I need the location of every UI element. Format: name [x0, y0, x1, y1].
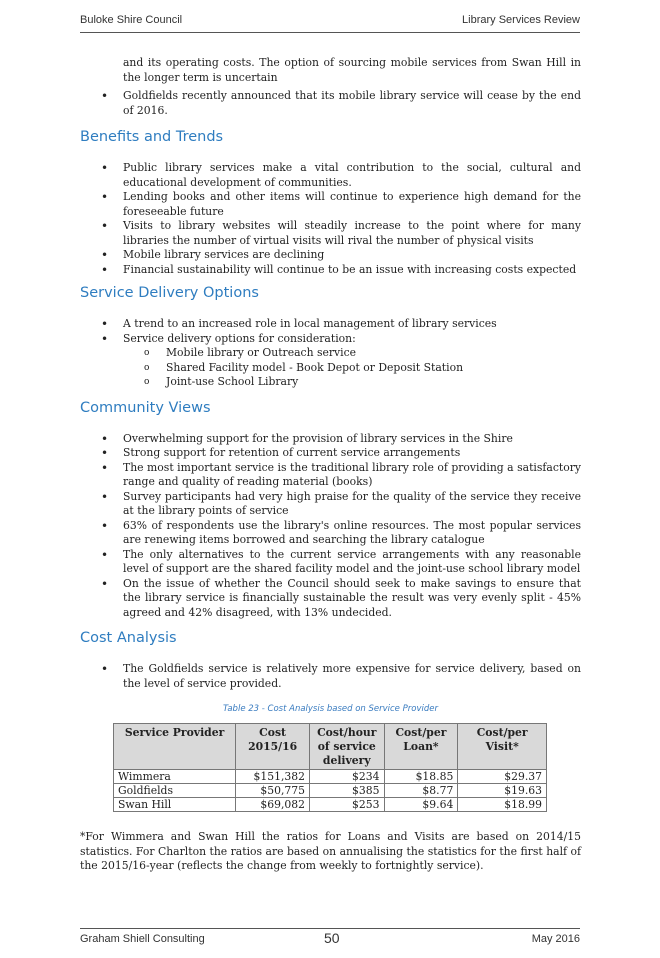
sub-list-item: o Mobile library or Outreach service — [144, 346, 357, 359]
table-footnote: *For Wimmera and Swan Hill the ratios for Loans and Visits are based on 2014/15 statistics. For Charlton the ratios are based on annualising the statistics for the first half of the 2015/16-year (reflects the change from weekly to fortnightly service). — [80, 830, 581, 872]
table-cell: $151,382 — [236, 770, 310, 784]
header-org: Buloke Shire Council — [80, 14, 183, 26]
table-row — [114, 770, 547, 784]
table-cell: $50,775 — [236, 784, 310, 798]
list-item: • Service delivery options for consideration: — [101, 331, 356, 346]
list-item: • Lending books and other items will continue to experience high demand for the foreseeable future — [101, 190, 581, 218]
column-header: Cost/per Loan* — [384, 724, 458, 770]
community-list — [80, 432, 581, 621]
table-caption: Table 23 - Cost Analysis based on Service Provider — [223, 704, 438, 714]
table-cell: Goldfields — [114, 784, 236, 798]
list-item: • On the issue of whether the Council should seek to make savings to ensure that the library service is financially sustainable the result was very evenly split - 45% agreed and 42% disagreed, with 13% undecided. — [101, 576, 581, 619]
column-header: Service Provider — [114, 724, 236, 770]
sub-list-item: o Joint-use School Library — [144, 375, 299, 388]
header-doc-title: Library Services Review — [462, 14, 580, 26]
table-cell: $9.64 — [384, 798, 458, 812]
table-row — [114, 784, 547, 798]
page-header — [80, 12, 580, 33]
section-heading-cost: Cost Analysis — [80, 630, 177, 646]
list-item: • The most important service is the traditional library role of providing a satisfactory range and quality of reading material (books) — [101, 460, 581, 488]
benefits-list — [80, 161, 581, 277]
table-cell: $69,082 — [236, 798, 310, 812]
section-heading-benefits: Benefits and Trends — [80, 129, 224, 145]
table-cell: $8.77 — [384, 784, 458, 798]
footer-date: May 2016 — [531, 933, 580, 945]
table-cell: $18.85 — [384, 770, 458, 784]
table-cell: $385 — [310, 784, 384, 798]
list-item: • Visits to library websites will steadily increase to the point where for many libraries the number of virtual visits will rival the number of physical visits — [101, 219, 581, 247]
section-heading-delivery: Service Delivery Options — [80, 285, 259, 301]
intro-list — [80, 89, 581, 118]
table-cell: $234 — [310, 770, 384, 784]
list-item: • Public library services make a vital contribution to the social, cultural and educational development of communities. — [101, 161, 581, 189]
table-cell: $253 — [310, 798, 384, 812]
list-item: • The only alternatives to the current service arrangements with any reasonable level of support are the shared facility model and the joint-use school library model — [101, 547, 581, 575]
table-header-row — [114, 724, 547, 770]
column-header: Cost 2015/16 — [236, 724, 310, 770]
list-item: • A trend to an increased role in local management of library services — [101, 317, 497, 331]
footer-author: Graham Shiell Consulting — [80, 933, 205, 945]
delivery-list — [80, 317, 581, 390]
page-content — [80, 56, 581, 874]
section-heading-community: Community Views — [80, 399, 211, 416]
table-cell: $29.37 — [458, 770, 547, 784]
list-item: • Financial sustainability will continue to be an issue with increasing costs expected — [101, 262, 577, 277]
list-item: • Overwhelming support for the provision of library services in the Shire — [101, 431, 513, 446]
column-header: Cost/per Visit* — [458, 724, 547, 770]
list-item: • Survey participants had very high praise for the quality of the service they receive at the library points of service — [101, 489, 581, 517]
table-cell: Swan Hill — [114, 798, 236, 812]
list-item: • Goldfields recently announced that its mobile library service will cease by the end of 2016. — [101, 89, 581, 117]
intro-continuation: and its operating costs. The option of sourcing mobile services from Swan Hill in the longer term is uncertain — [123, 56, 581, 84]
table-row — [114, 798, 547, 812]
table-cell: $18.99 — [458, 798, 547, 812]
cost-list — [80, 662, 581, 691]
list-item: • The Goldfields service is relatively more expensive for service delivery, based on the level of service provided. — [101, 662, 581, 690]
table-cell: $19.63 — [458, 784, 547, 798]
column-header: Cost/hour of service delivery — [310, 724, 384, 770]
list-item: • 63% of respondents use the library's online resources. The most popular services are renewing items borrowed and searching the library catalogue — [101, 518, 581, 546]
page-number: 50 — [324, 930, 340, 946]
page-footer — [80, 928, 580, 951]
table-cell: Wimmera — [114, 770, 236, 784]
sub-list-item: o Shared Facility model - Book Depot or Deposit Station — [144, 360, 464, 374]
list-item: • Strong support for retention of current service arrangements — [101, 446, 461, 460]
list-item: • Mobile library services are declining — [101, 248, 325, 262]
cost-table — [113, 723, 547, 812]
